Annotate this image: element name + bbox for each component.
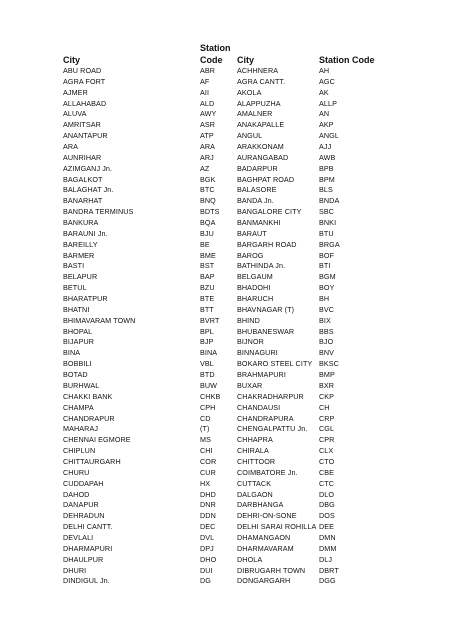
table-row — [0, 185, 474, 196]
header-city: City — [63, 55, 81, 65]
table-row — [0, 218, 474, 229]
city-cell-2: ANAKAPALLE — [237, 120, 285, 130]
city-cell: BOTAD — [63, 370, 88, 380]
code-cell-2: BPM — [319, 174, 335, 184]
city-cell-2: BADARPUR — [237, 163, 278, 173]
code-cell-2: BLS — [319, 185, 333, 195]
code-cell: BZU — [200, 283, 215, 293]
code-cell: BUW — [200, 380, 218, 390]
code-cell-2: BH — [319, 294, 330, 304]
city-cell-2: CHENGALPATTU Jn. — [237, 424, 308, 434]
code-cell: CHI — [200, 446, 213, 456]
table-row — [0, 457, 474, 468]
code-cell: COR — [200, 456, 217, 466]
code-cell: BTC — [200, 185, 215, 195]
city-cell: BARMER — [63, 250, 95, 260]
city-cell-2: DHOLA — [237, 554, 263, 564]
code-cell: AWY — [200, 109, 217, 119]
city-cell: DHURI — [63, 565, 87, 575]
table-row — [0, 479, 474, 490]
city-cell: AJMER — [63, 87, 88, 97]
city-cell-2: CHIRALA — [237, 446, 269, 456]
city-cell: BELAPUR — [63, 272, 98, 282]
city-cell: MAHARAJ — [63, 424, 99, 434]
table-row — [0, 294, 474, 305]
code-cell-2: BNKI — [319, 218, 337, 228]
city-cell: DANAPUR — [63, 500, 99, 510]
table-row — [0, 175, 474, 186]
code-cell-2: BXR — [319, 380, 335, 390]
city-cell-2: AURANGABAD — [237, 152, 289, 162]
code-cell: AF — [200, 76, 210, 86]
city-cell: DEVLALI — [63, 532, 94, 542]
table-row — [0, 316, 474, 327]
city-cell-2: CHANDRAPURA — [237, 413, 294, 423]
city-cell: BINA — [63, 348, 81, 358]
table-row — [0, 327, 474, 338]
city-cell-2: ACHHNERA — [237, 66, 279, 75]
table-row — [0, 576, 474, 587]
code-cell-2: BMP — [319, 370, 335, 380]
city-cell-2: DELHI SARAI ROHILLA — [237, 522, 317, 532]
code-cell: BNQ — [200, 196, 216, 206]
table-row — [0, 283, 474, 294]
code-cell: BTD — [200, 370, 215, 380]
city-cell: CHAKKI BANK — [63, 391, 113, 401]
code-cell: BGK — [200, 174, 216, 184]
code-cell-2: DBRT — [319, 565, 339, 575]
code-cell-2: DEE — [319, 522, 335, 532]
code-cell: ARA — [200, 142, 216, 152]
city-cell: DAHOD — [63, 489, 90, 499]
table-row — [0, 566, 474, 577]
table-row — [0, 120, 474, 131]
table-row — [0, 544, 474, 555]
code-cell: ABR — [200, 66, 216, 75]
code-cell-2: DMN — [319, 532, 336, 542]
city-cell: AZIMGANJ Jn. — [63, 163, 113, 173]
city-cell: CHAMPA — [63, 402, 94, 412]
code-cell-2: AK — [319, 87, 329, 97]
code-cell: AZ — [200, 163, 210, 173]
table-row — [0, 142, 474, 153]
code-cell: BJP — [200, 337, 214, 347]
city-cell-2: CHITTOOR — [237, 456, 276, 466]
code-cell: DG — [200, 576, 211, 586]
table-row — [0, 500, 474, 511]
code-cell-2: BNDA — [319, 196, 340, 206]
table-row — [0, 403, 474, 414]
code-cell: BQA — [200, 218, 216, 228]
city-cell-2: DONGARGARH — [237, 576, 291, 586]
city-cell-2: BHADOHI — [237, 283, 271, 293]
code-cell: DHO — [200, 554, 217, 564]
code-cell: CHKB — [200, 391, 221, 401]
table-row — [0, 435, 474, 446]
table-row — [0, 490, 474, 501]
code-cell: AII — [200, 87, 210, 97]
city-cell-2: DARBHANGA — [237, 500, 284, 510]
city-cell: ALUVA — [63, 109, 87, 119]
city-cell: AUNRIHAR — [63, 152, 102, 162]
code-cell-2: CBE — [319, 467, 335, 477]
city-cell-2: AGRA CANTT. — [237, 76, 286, 86]
table-row — [0, 261, 474, 272]
code-cell: BST — [200, 261, 215, 271]
city-cell: DEHRADUN — [63, 511, 105, 521]
code-cell-2: BJO — [319, 337, 334, 347]
city-cell-2: BELGAUM — [237, 272, 273, 282]
table-row — [0, 337, 474, 348]
table-row — [0, 424, 474, 435]
table-row — [0, 109, 474, 120]
city-cell: ARA — [63, 142, 79, 152]
city-cell-2: BARAUT — [237, 228, 267, 238]
table-row — [0, 164, 474, 175]
city-cell-2: BATHINDA Jn. — [237, 261, 286, 271]
code-cell-2: BTI — [319, 261, 331, 271]
city-cell-2: BANDA Jn. — [237, 196, 274, 206]
city-cell: ALLAHABAD — [63, 98, 107, 108]
city-cell: BHATNI — [63, 304, 90, 314]
table-row — [0, 511, 474, 522]
header-code: Code — [200, 55, 223, 65]
code-cell: BME — [200, 250, 216, 260]
code-cell-2: DOS — [319, 511, 335, 521]
city-cell-2: DIBRUGARH TOWN — [237, 565, 306, 575]
city-cell-2: DHARMAVARAM — [237, 543, 294, 553]
code-cell-2: DBG — [319, 500, 335, 510]
city-cell-2: BALASORE — [237, 185, 277, 195]
code-cell: CUR — [200, 467, 216, 477]
code-cell: BDTS — [200, 207, 220, 217]
code-cell: BTT — [200, 304, 214, 314]
table-row — [0, 359, 474, 370]
code-cell-2: ANGL — [319, 131, 339, 141]
city-cell: BETUL — [63, 283, 87, 293]
city-cell-2: AKOLA — [237, 87, 262, 97]
city-cell-2: BHARUCH — [237, 294, 274, 304]
city-cell: BAREILLY — [63, 239, 98, 249]
code-cell: ASR — [200, 120, 216, 130]
code-cell-2: DLO — [319, 489, 335, 499]
code-cell: CPH — [200, 402, 216, 412]
city-cell-2: BANGALORE CITY — [237, 207, 302, 217]
table-row — [0, 196, 474, 207]
city-cell-2: AMALNER — [237, 109, 273, 119]
city-cell: DHAULPUR — [63, 554, 104, 564]
city-cell: DINDIGUL Jn. — [63, 576, 110, 586]
code-cell: HX — [200, 478, 211, 488]
code-cell-2: AN — [319, 109, 330, 119]
city-cell-2: BARGARH ROAD — [237, 239, 297, 249]
city-cell: BHOPAL — [63, 326, 93, 336]
table-row — [0, 555, 474, 566]
city-cell: ANANTAPUR — [63, 131, 108, 141]
code-cell: BAP — [200, 272, 215, 282]
code-cell: ALD — [200, 98, 215, 108]
city-cell: CHANDRAPUR — [63, 413, 115, 423]
code-cell-2: SBC — [319, 207, 335, 217]
city-cell: AGRA FORT — [63, 76, 106, 86]
code-cell: BVRT — [200, 315, 220, 325]
code-cell-2: BOY — [319, 283, 335, 293]
city-cell: BOBBILI — [63, 359, 92, 369]
city-cell-2: BRAHMAPURI — [237, 370, 286, 380]
code-cell: (T) — [200, 424, 210, 434]
table-row — [0, 414, 474, 425]
city-cell-2: CHAKRADHARPUR — [237, 391, 304, 401]
city-cell: BALAGHAT Jn. — [63, 185, 114, 195]
code-cell-2: AKP — [319, 120, 334, 130]
city-cell-2: CHANDAUSI — [237, 402, 281, 412]
table-row — [0, 272, 474, 283]
city-cell-2: BAROG — [237, 250, 264, 260]
city-cell-2: ARAKKONAM — [237, 142, 284, 152]
code-cell-2: DGG — [319, 576, 336, 586]
station-header-top: Station — [200, 43, 231, 53]
code-cell-2: AWB — [319, 152, 336, 162]
header-station-code-2: Station Code — [319, 55, 375, 65]
code-cell-2: BTU — [319, 228, 334, 238]
code-cell: MS — [200, 435, 211, 445]
code-cell-2: BIX — [319, 315, 331, 325]
city-cell: DELHI CANTT. — [63, 522, 113, 532]
city-cell-2: DEHRI-ON-SONE — [237, 511, 297, 521]
code-cell-2: DLJ — [319, 554, 333, 564]
city-cell-2: BIJNOR — [237, 337, 264, 347]
code-cell-2: AH — [319, 66, 330, 75]
table-row — [0, 381, 474, 392]
code-cell: DUI — [200, 565, 213, 575]
code-cell-2: BOF — [319, 250, 335, 260]
city-cell: CUDDAPAH — [63, 478, 104, 488]
code-cell-2: BRGA — [319, 239, 340, 249]
city-cell-2: BINNAGURI — [237, 348, 278, 358]
code-cell-2: CPR — [319, 435, 335, 445]
code-cell-2: CTC — [319, 478, 335, 488]
code-cell: CD — [200, 413, 211, 423]
table-row — [0, 207, 474, 218]
code-cell: DVL — [200, 532, 215, 542]
code-cell: BINA — [200, 348, 218, 358]
code-cell-2: BVC — [319, 304, 335, 314]
code-cell: DPJ — [200, 543, 214, 553]
table-row — [0, 533, 474, 544]
code-cell-2: BKSC — [319, 359, 339, 369]
code-cell-2: AGC — [319, 76, 335, 86]
code-cell-2: CRP — [319, 413, 335, 423]
city-cell-2: DALGAON — [237, 489, 273, 499]
table-row — [0, 99, 474, 110]
code-cell: DDN — [200, 511, 216, 521]
city-cell: BHARATPUR — [63, 294, 108, 304]
city-cell: BANARHAT — [63, 196, 103, 206]
code-cell: DNR — [200, 500, 216, 510]
city-cell-2: BHUBANESWAR — [237, 326, 295, 336]
city-cell-2: BHIND — [237, 315, 260, 325]
table-row — [0, 77, 474, 88]
city-cell: AMRITSAR — [63, 120, 101, 130]
code-cell-2: ALLP — [319, 98, 337, 108]
code-cell: VBL — [200, 359, 214, 369]
city-cell: BANDRA TERMINUS — [63, 207, 134, 217]
table-row — [0, 468, 474, 479]
city-cell-2: CUTTACK — [237, 478, 272, 488]
table-row — [0, 88, 474, 99]
city-cell-2: DHAMANGAON — [237, 532, 291, 542]
table-row — [0, 348, 474, 359]
city-cell-2: BHAVNAGAR (T) — [237, 304, 295, 314]
city-cell: CHENNAI EGMORE — [63, 435, 131, 445]
code-cell-2: CH — [319, 402, 330, 412]
code-cell-2: BBS — [319, 326, 334, 336]
table-row — [0, 522, 474, 533]
table-header — [0, 55, 474, 66]
table-row — [0, 66, 474, 77]
city-cell: BANKURA — [63, 218, 99, 228]
city-cell: BURHWAL — [63, 380, 100, 390]
table-row — [0, 446, 474, 457]
city-cell: BASTI — [63, 261, 85, 271]
table-row — [0, 229, 474, 240]
city-cell: DHARMAPURI — [63, 543, 113, 553]
code-cell: BE — [200, 239, 210, 249]
city-cell: CHIPLUN — [63, 446, 96, 456]
city-cell: BIJAPUR — [63, 337, 95, 347]
city-cell: CHURU — [63, 467, 90, 477]
code-cell: BJU — [200, 228, 214, 238]
city-cell-2: COIMBATORE Jn. — [237, 467, 298, 477]
city-cell: BAGALKOT — [63, 174, 103, 184]
code-cell: BPL — [200, 326, 214, 336]
table-row — [0, 392, 474, 403]
city-cell-2: ALAPPUZHA — [237, 98, 281, 108]
city-cell-2: BUXAR — [237, 380, 263, 390]
code-cell-2: BGM — [319, 272, 336, 282]
city-cell: CHITTAURGARH — [63, 456, 121, 466]
code-cell-2: BNV — [319, 348, 335, 358]
table-row — [0, 370, 474, 381]
code-cell: BTE — [200, 294, 215, 304]
table-row — [0, 240, 474, 251]
code-cell-2: CGL — [319, 424, 335, 434]
code-cell: DHD — [200, 489, 216, 499]
city-cell-2: BANMANKHI — [237, 218, 281, 228]
city-cell-2: CHHAPRA — [237, 435, 273, 445]
code-cell-2: BPB — [319, 163, 334, 173]
code-cell: ATP — [200, 131, 214, 141]
table-row — [0, 131, 474, 142]
header-city-2: City — [237, 55, 255, 65]
city-cell: ABU ROAD — [63, 66, 102, 75]
city-cell: BHIMAVARAM TOWN — [63, 315, 136, 325]
station-table-body — [0, 66, 474, 587]
city-cell-2: BOKARO STEEL CITY — [237, 359, 313, 369]
city-cell-2: ANGUL — [237, 131, 263, 141]
code-cell-2: DMM — [319, 543, 337, 553]
table-row — [0, 153, 474, 164]
code-cell: DEC — [200, 522, 216, 532]
code-cell-2: CTO — [319, 456, 335, 466]
code-cell-2: CKP — [319, 391, 335, 401]
code-cell: ARJ — [200, 152, 214, 162]
table-row — [0, 251, 474, 262]
city-cell: BARAUNI Jn. — [63, 228, 108, 238]
table-row — [0, 305, 474, 316]
code-cell-2: AJJ — [319, 142, 332, 152]
code-cell-2: CLX — [319, 446, 334, 456]
city-cell-2: BAGHPAT ROAD — [237, 174, 295, 184]
